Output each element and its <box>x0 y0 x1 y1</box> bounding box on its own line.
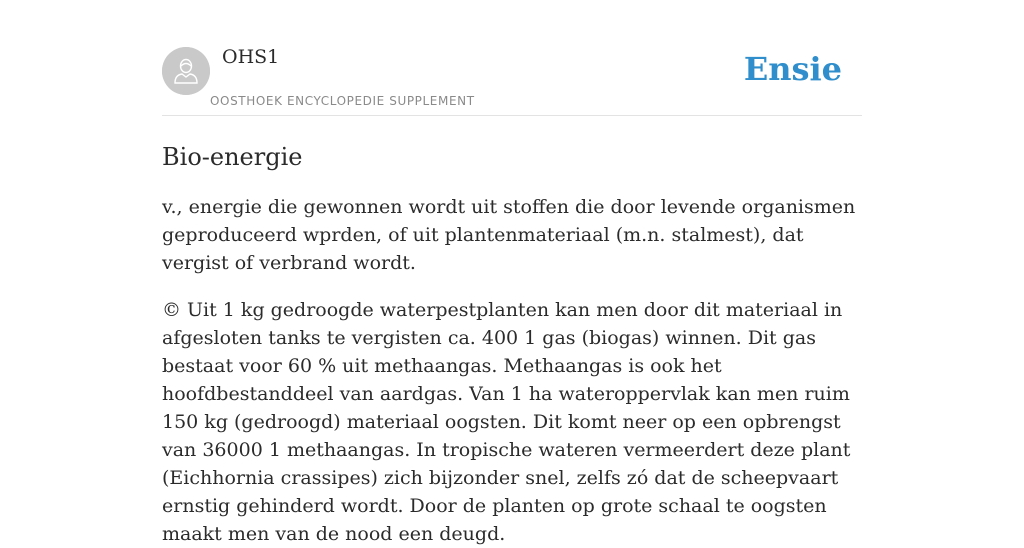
page-container <box>162 0 862 548</box>
ensie-logo[interactable]: Ensie <box>743 50 842 88</box>
definition-paragraph: v., energie die gewonnen wordt uit stoffen die door levende organismen geproduceerd wprden, of uit plantenmateriaal (m.n. stalmest), dat vergist of verbrand wordt. <box>162 196 856 274</box>
source-label[interactable]: OOSTHOEK ENCYCLOPEDIE SUPPLEMENT <box>210 94 475 108</box>
article-header <box>162 0 862 116</box>
user-icon[interactable] <box>162 47 210 95</box>
page-title: Bio-energie <box>162 143 303 171</box>
body-paragraph: © Uit 1 kg gedroogde waterpestplanten kan men door dit materiaal in afgesloten tanks te vergisten ca. 400 1 gas (biogas) winnen. Dit gas bestaat voor 60 % uit methaangas. Methaangas is ook het hoofdbestanddeel van aardgas. Van 1 ha wateroppervlak kan men ruim 150 kg (gedroogd) materiaal oogsten. Dit komt neer op een opbrengst van 36000 1 methaangas. In tropische wateren vermeerdert deze plant (Eichhornia crassipes) zich bijzonder snel, zelfs zó dat de scheepvaart ernstig gehinderd wordt. Door de planten op grote schaal te oogsten maakt men van de nood een deugd. <box>162 299 851 545</box>
author-name[interactable]: OHS1 <box>222 46 280 68</box>
